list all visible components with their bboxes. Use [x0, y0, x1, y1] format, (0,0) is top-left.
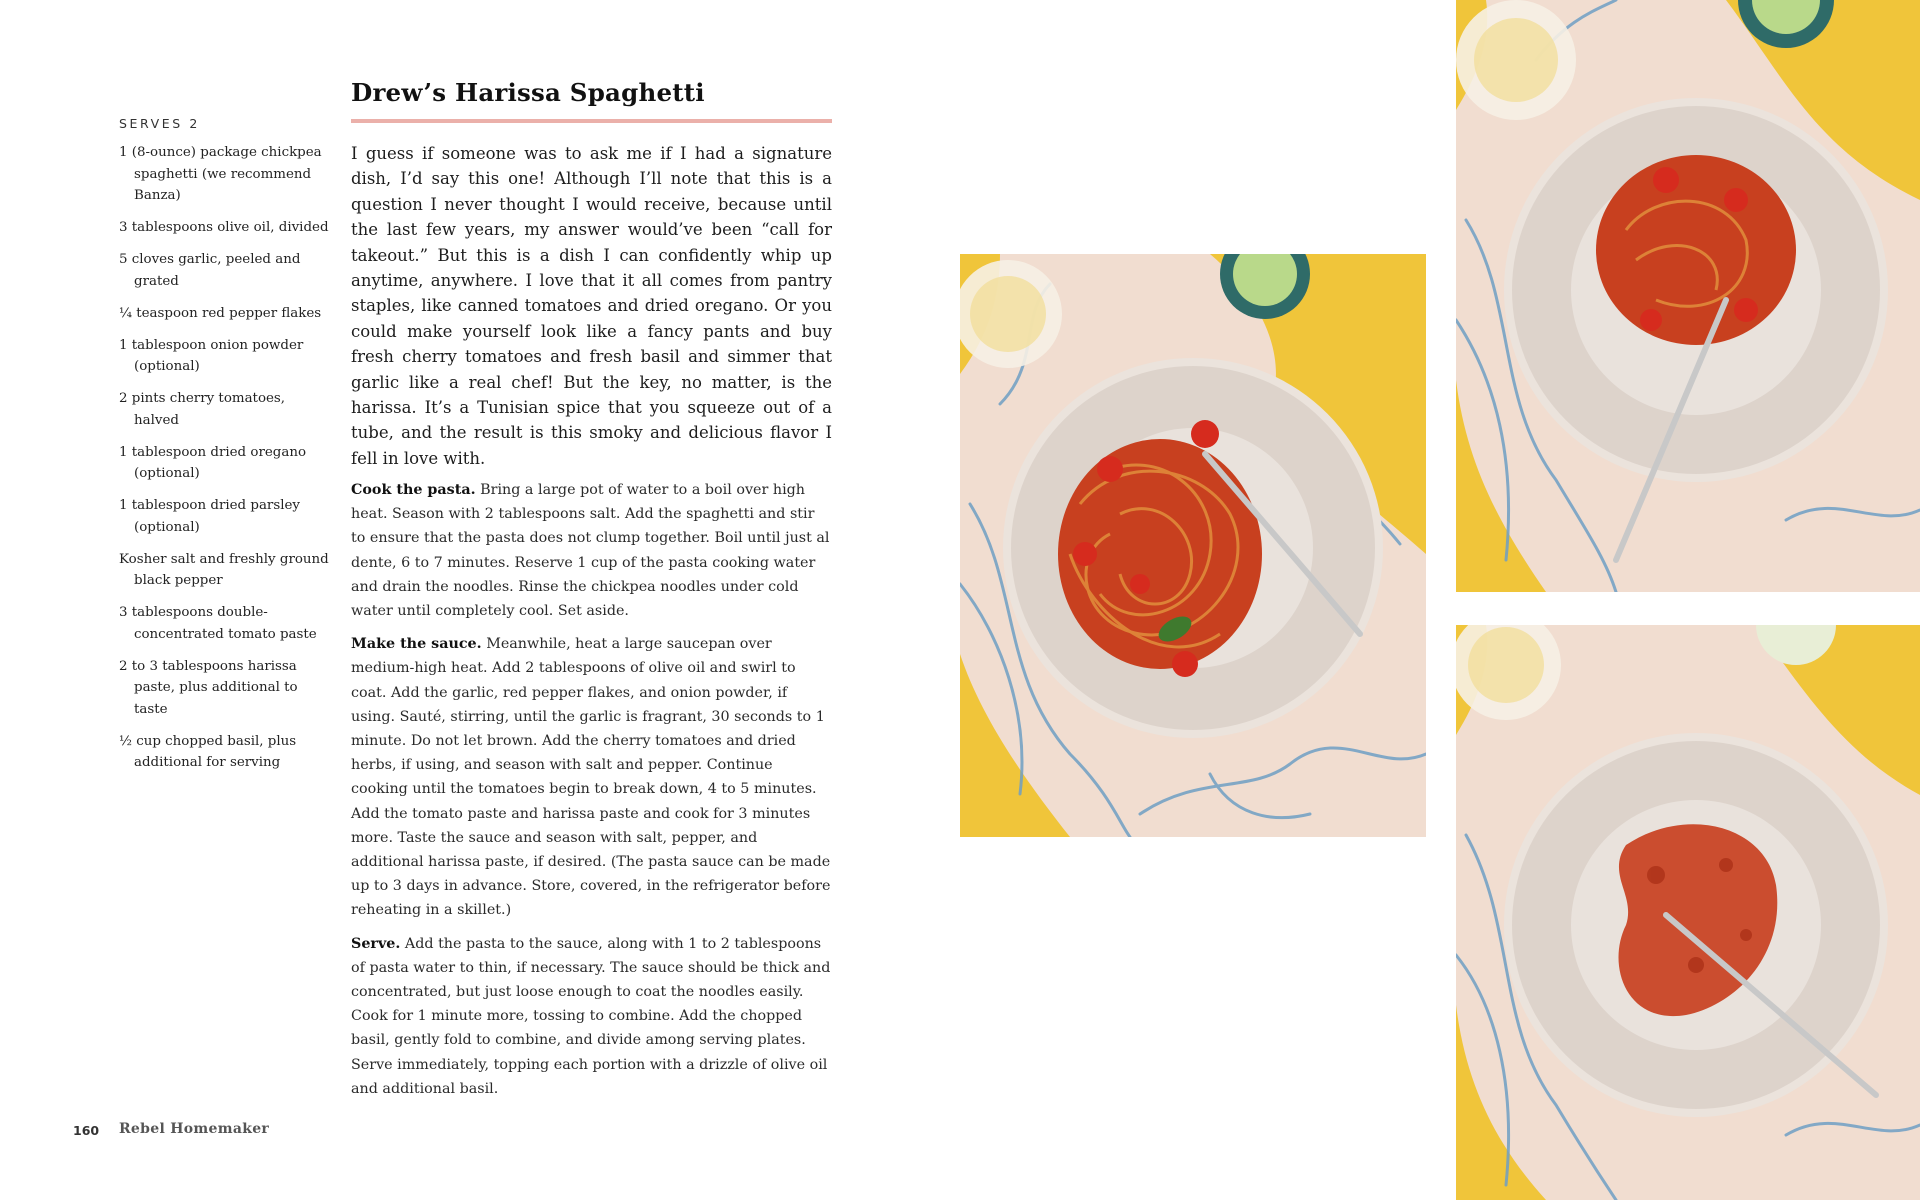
ingredient-item: ¼ teaspoon red pepper flakes: [119, 305, 322, 321]
running-head: Rebel Homemaker: [119, 1121, 270, 1137]
ingredient-item: 2 to 3 tablespoons harissa paste, plus additional to taste: [119, 658, 298, 717]
ingredient-item: 2 pints cherry tomatoes, halved: [119, 391, 286, 428]
ingredient-item: 1 (8-ounce) package chickpea spaghetti (we recommend Banza): [119, 145, 322, 203]
step-label: Cook the pasta.: [351, 482, 476, 498]
ingredient-item: ½ cup chopped basil, plus additional for serving: [119, 733, 297, 770]
step-label: Serve.: [351, 935, 401, 952]
photo-half-eaten: [1456, 0, 1920, 592]
method-step: [351, 932, 833, 1101]
serves-label: SERVES 2: [119, 116, 200, 131]
ingredient-item: 1 tablespoon dried oregano (optional): [119, 444, 307, 481]
photo-full-plate: [960, 254, 1426, 837]
photo-finished: [1456, 625, 1920, 1200]
ingredient-item: 1 tablespoon dried parsley (optional): [119, 498, 300, 535]
step-text: Add the pasta to the sauce, along with 1 to 2 tablespoons of pasta water to thin, if necessary. The sauce should be thick and concentrated, but just loose enough to coat the noodles easily. Cook for 1 minute more, tossing to combine. Add the chopped basil, gently fold to combine, and divide among serving plates. Serve immediately, topping each portion with a drizzle of olive oil and additional basil.: [351, 935, 831, 1097]
ingredient-item: Kosher salt and freshly ground black pepper: [119, 551, 329, 588]
title-divider: [351, 119, 832, 123]
recipe-title: Drew’s Harissa Spaghetti: [351, 78, 705, 107]
step-text: Meanwhile, heat a large saucepan over medium-high heat. Add 2 tablespoons of olive oil and swirl to coat. Add the garlic, red pepper flakes, and onion powder, if using. Sauté, stirring, until the garlic is fragrant, 30 seconds to 1 minute. Do not let brown. Add the cherry tomatoes and dried herbs, if using, and season with salt and pepper. Continue cooking until the tomatoes begin to break down, 4 to 5 minutes. Add the tomato paste and harissa paste and cook for 3 minutes more. Taste the sauce and season with salt, pepper, and additional harissa paste, if desired. (The pasta sauce can be made up to 3 days in advance. Store, covered, in the refrigerator before reheating in a skillet.): [351, 636, 831, 919]
ingredient-list: [119, 142, 334, 784]
ingredient-item: 5 cloves garlic, peeled and grated: [119, 252, 301, 289]
ingredient-item: 3 tablespoons olive oil, divided: [119, 220, 329, 235]
ingredient-item: 3 tablespoons double-concentrated tomato paste: [119, 605, 317, 642]
ingredient-item: 1 tablespoon onion powder (optional): [119, 337, 304, 374]
page-number: 160: [73, 1123, 100, 1138]
method-step: [351, 632, 833, 922]
step-text: Bring a large pot of water to a boil over high heat. Season with 2 tablespoons salt. Add the spaghetti and stir to ensure that the pasta does not clump together. Boil until just al dente, 6 to 7 minutes. Reserve 1 cup of the pasta cooking water and drain the noodles. Rinse the chickpea noodles under cold water until completely cool. Set aside.: [351, 482, 830, 620]
method-step: [351, 478, 833, 623]
step-label: Make the sauce.: [351, 636, 482, 653]
recipe-intro: I guess if someone was to ask me if I had a signature dish, I’d say this one! Although I’ll note that this is a question I never thought I would receive, because until the last few years, my answer would’ve been “call for takeout.” But this is a dish I can confidently whip up anytime, anywhere. I love that it all comes from pantry staples, like canned tomatoes and dried oregano. Or you could make yourself look like a fancy pants and buy fresh cherry tomatoes and fresh basil and simmer that garlic like a real chef! But the key, no matter, is the harissa. It’s a Tunisian spice that you squeeze out of a tube, and the result is this smoky and delicious flavor I fell in love with.: [351, 144, 832, 468]
method-steps: [351, 478, 833, 1110]
